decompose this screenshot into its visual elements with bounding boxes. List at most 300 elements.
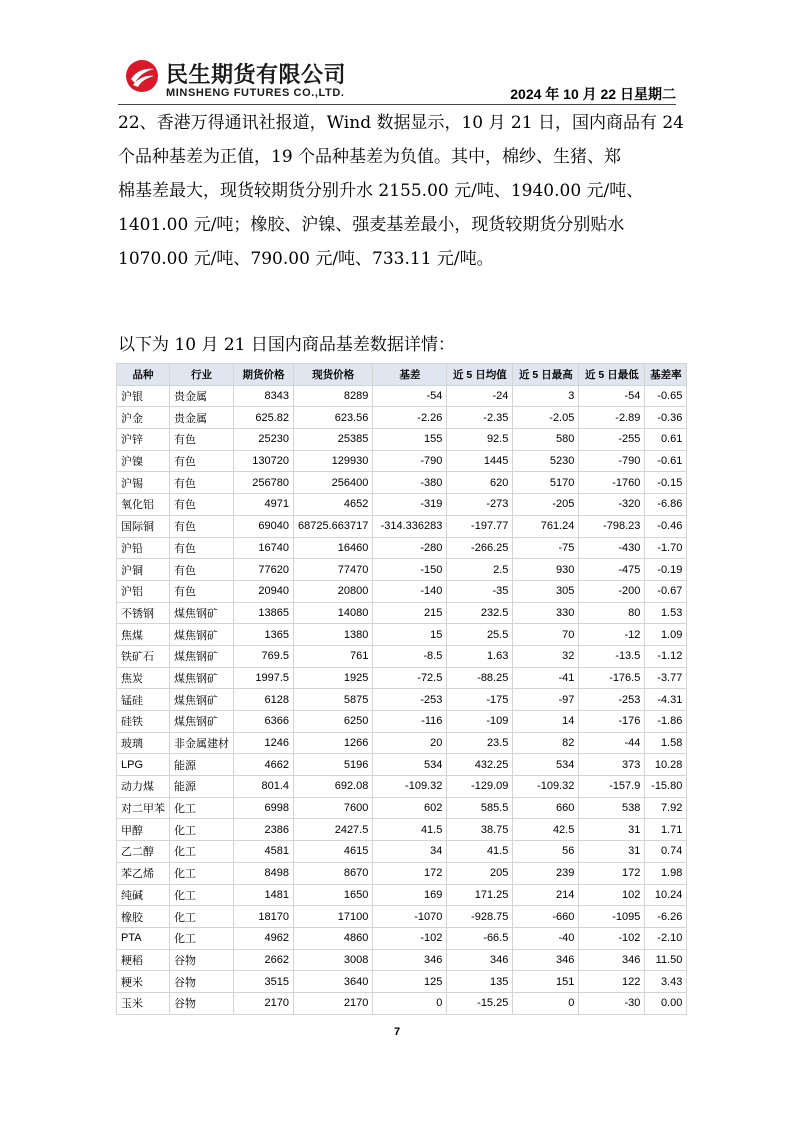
commodity-cell: LPG xyxy=(117,754,170,776)
table-row xyxy=(117,537,687,559)
value-cell: -102 xyxy=(579,927,645,949)
industry-cell: 煤焦钢矿 xyxy=(170,711,234,733)
value-cell: -6.26 xyxy=(645,906,687,928)
industry-cell: 煤焦钢矿 xyxy=(170,602,234,624)
value-cell: -88.25 xyxy=(447,667,513,689)
industry-cell: 有色 xyxy=(170,515,234,537)
table-row xyxy=(117,472,687,494)
commodity-cell: 锰硅 xyxy=(117,689,170,711)
value-cell: 1.09 xyxy=(645,624,687,646)
value-cell: 125 xyxy=(373,971,447,993)
commodity-cell: 玻璃 xyxy=(117,732,170,754)
industry-cell: 化工 xyxy=(170,797,234,819)
commodity-cell: 沪镍 xyxy=(117,450,170,472)
value-cell: 602 xyxy=(373,797,447,819)
commodity-cell: 铁矿石 xyxy=(117,645,170,667)
commodity-cell: 对二甲苯 xyxy=(117,797,170,819)
value-cell: 0.61 xyxy=(645,429,687,451)
commodity-cell: 沪金 xyxy=(117,407,170,429)
industry-cell: 能源 xyxy=(170,776,234,798)
table-row xyxy=(117,992,687,1014)
commodity-cell: 沪银 xyxy=(117,385,170,407)
value-cell: -109.32 xyxy=(373,776,447,798)
value-cell: -54 xyxy=(373,385,447,407)
value-cell: -790 xyxy=(373,450,447,472)
value-cell: -790 xyxy=(579,450,645,472)
value-cell: 620 xyxy=(447,472,513,494)
column-header: 近 5 日最低 xyxy=(579,364,645,386)
value-cell: 5230 xyxy=(513,450,579,472)
value-cell: -0.19 xyxy=(645,559,687,581)
commodity-cell: 沪锌 xyxy=(117,429,170,451)
value-cell: -102 xyxy=(373,927,447,949)
value-cell: -72.5 xyxy=(373,667,447,689)
value-cell: 4581 xyxy=(234,841,294,863)
paragraph-line: 1070.00 元/吨、790.00 元/吨、733.11 元/吨。 xyxy=(118,249,494,269)
table-intro: 以下为 10 月 21 日国内商品基差数据详情： xyxy=(118,335,455,355)
value-cell: 580 xyxy=(513,429,579,451)
value-cell: -40 xyxy=(513,927,579,949)
value-cell: 56 xyxy=(513,841,579,863)
industry-cell: 贵金属 xyxy=(170,407,234,429)
industry-cell: 谷物 xyxy=(170,992,234,1014)
industry-cell: 有色 xyxy=(170,537,234,559)
value-cell: -2.10 xyxy=(645,927,687,949)
value-cell: 172 xyxy=(579,862,645,884)
industry-cell: 煤焦钢矿 xyxy=(170,624,234,646)
value-cell: -0.15 xyxy=(645,472,687,494)
value-cell: 534 xyxy=(373,754,447,776)
value-cell: 2386 xyxy=(234,819,294,841)
value-cell: -475 xyxy=(579,559,645,581)
value-cell: 534 xyxy=(513,754,579,776)
value-cell: 1246 xyxy=(234,732,294,754)
value-cell: -200 xyxy=(579,580,645,602)
value-cell: 13865 xyxy=(234,602,294,624)
commodity-cell: 沪铜 xyxy=(117,559,170,581)
industry-cell: 有色 xyxy=(170,559,234,581)
value-cell: -314.336283 xyxy=(373,515,447,537)
value-cell: 0.00 xyxy=(645,992,687,1014)
basis-data-table xyxy=(116,363,687,1015)
commodity-cell: 氧化铝 xyxy=(117,494,170,516)
commodity-cell: 焦煤 xyxy=(117,624,170,646)
value-cell: 625.82 xyxy=(234,407,294,429)
commodity-cell: 粳米 xyxy=(117,971,170,993)
value-cell: -24 xyxy=(447,385,513,407)
value-cell: 130720 xyxy=(234,450,294,472)
company-name-cn: 民生期货有限公司 xyxy=(166,63,347,88)
value-cell: -2.89 xyxy=(579,407,645,429)
table-row xyxy=(117,580,687,602)
table-row xyxy=(117,927,687,949)
value-cell: 20940 xyxy=(234,580,294,602)
value-cell: -205 xyxy=(513,494,579,516)
industry-cell: 有色 xyxy=(170,450,234,472)
value-cell: -109 xyxy=(447,711,513,733)
value-cell: 214 xyxy=(513,884,579,906)
commodity-cell: 粳稻 xyxy=(117,949,170,971)
value-cell: 346 xyxy=(513,949,579,971)
value-cell: 1650 xyxy=(294,884,373,906)
value-cell: 7600 xyxy=(294,797,373,819)
column-header: 近 5 日最高 xyxy=(513,364,579,386)
value-cell: 623.56 xyxy=(294,407,373,429)
table-row xyxy=(117,407,687,429)
header-divider xyxy=(118,104,676,105)
value-cell: 38.75 xyxy=(447,819,513,841)
value-cell: 256400 xyxy=(294,472,373,494)
value-cell: 346 xyxy=(447,949,513,971)
value-cell: 3640 xyxy=(294,971,373,993)
value-cell: -280 xyxy=(373,537,447,559)
commodity-cell: 苯乙烯 xyxy=(117,862,170,884)
paragraph-line: 棉基差最大，现货较期货分别升水 2155.00 元/吨、1940.00 元/吨、 xyxy=(118,181,644,201)
value-cell: -13.5 xyxy=(579,645,645,667)
table-header-row xyxy=(117,364,687,386)
value-cell: 205 xyxy=(447,862,513,884)
value-cell: 70 xyxy=(513,624,579,646)
value-cell: 77620 xyxy=(234,559,294,581)
table-row xyxy=(117,645,687,667)
value-cell: 4652 xyxy=(294,494,373,516)
value-cell: -1.70 xyxy=(645,537,687,559)
table-row xyxy=(117,906,687,928)
value-cell: 4860 xyxy=(294,927,373,949)
value-cell: -273 xyxy=(447,494,513,516)
value-cell: -15.25 xyxy=(447,992,513,1014)
value-cell: 172 xyxy=(373,862,447,884)
commodity-cell: 硅铁 xyxy=(117,711,170,733)
value-cell: -320 xyxy=(579,494,645,516)
value-cell: 5170 xyxy=(513,472,579,494)
table-row xyxy=(117,971,687,993)
value-cell: 232.5 xyxy=(447,602,513,624)
value-cell: 930 xyxy=(513,559,579,581)
value-cell: 17100 xyxy=(294,906,373,928)
value-cell: -1.12 xyxy=(645,645,687,667)
value-cell: 1445 xyxy=(447,450,513,472)
value-cell: 2427.5 xyxy=(294,819,373,841)
value-cell: 171.25 xyxy=(447,884,513,906)
value-cell: -2.26 xyxy=(373,407,447,429)
value-cell: 0 xyxy=(373,992,447,1014)
value-cell: 215 xyxy=(373,602,447,624)
value-cell: 2170 xyxy=(234,992,294,1014)
value-cell: 151 xyxy=(513,971,579,993)
value-cell: 34 xyxy=(373,841,447,863)
table-row xyxy=(117,515,687,537)
minsheng-logo-icon xyxy=(124,58,160,94)
table-row xyxy=(117,385,687,407)
table-row xyxy=(117,732,687,754)
value-cell: 538 xyxy=(579,797,645,819)
value-cell: 129930 xyxy=(294,450,373,472)
commodity-cell: 沪铅 xyxy=(117,537,170,559)
table-row xyxy=(117,559,687,581)
value-cell: 14080 xyxy=(294,602,373,624)
table-row xyxy=(117,429,687,451)
industry-cell: 化工 xyxy=(170,927,234,949)
value-cell: -176.5 xyxy=(579,667,645,689)
value-cell: 373 xyxy=(579,754,645,776)
value-cell: 0 xyxy=(513,992,579,1014)
industry-cell: 煤焦钢矿 xyxy=(170,689,234,711)
value-cell: 330 xyxy=(513,602,579,624)
value-cell: 10.24 xyxy=(645,884,687,906)
value-cell: 23.5 xyxy=(447,732,513,754)
value-cell: -928.75 xyxy=(447,906,513,928)
column-header: 现货价格 xyxy=(294,364,373,386)
table-row xyxy=(117,862,687,884)
value-cell: -0.36 xyxy=(645,407,687,429)
value-cell: -430 xyxy=(579,537,645,559)
value-cell: 11.50 xyxy=(645,949,687,971)
industry-cell: 化工 xyxy=(170,862,234,884)
value-cell: 801.4 xyxy=(234,776,294,798)
value-cell: 3.43 xyxy=(645,971,687,993)
value-cell: -176 xyxy=(579,711,645,733)
value-cell: 1.58 xyxy=(645,732,687,754)
value-cell: -1760 xyxy=(579,472,645,494)
value-cell: -0.65 xyxy=(645,385,687,407)
value-cell: 4662 xyxy=(234,754,294,776)
value-cell: 20 xyxy=(373,732,447,754)
commodity-cell: 国际铜 xyxy=(117,515,170,537)
column-header: 品种 xyxy=(117,364,170,386)
value-cell: -0.46 xyxy=(645,515,687,537)
value-cell: 1.53 xyxy=(645,602,687,624)
value-cell: 41.5 xyxy=(447,841,513,863)
value-cell: -150 xyxy=(373,559,447,581)
commodity-cell: 沪锡 xyxy=(117,472,170,494)
value-cell: 8289 xyxy=(294,385,373,407)
column-header: 期货价格 xyxy=(234,364,294,386)
value-cell: 14 xyxy=(513,711,579,733)
value-cell: -1070 xyxy=(373,906,447,928)
value-cell: 8670 xyxy=(294,862,373,884)
value-cell: 2.5 xyxy=(447,559,513,581)
table-row xyxy=(117,841,687,863)
value-cell: 256780 xyxy=(234,472,294,494)
value-cell: 3008 xyxy=(294,949,373,971)
value-cell: -0.61 xyxy=(645,450,687,472)
value-cell: -3.77 xyxy=(645,667,687,689)
value-cell: 761 xyxy=(294,645,373,667)
value-cell: 10.28 xyxy=(645,754,687,776)
table-row xyxy=(117,884,687,906)
value-cell: 16460 xyxy=(294,537,373,559)
value-cell: 585.5 xyxy=(447,797,513,819)
value-cell: 1380 xyxy=(294,624,373,646)
value-cell: -109.32 xyxy=(513,776,579,798)
table-row xyxy=(117,949,687,971)
commodity-cell: 甲醇 xyxy=(117,819,170,841)
value-cell: 1997.5 xyxy=(234,667,294,689)
value-cell: 660 xyxy=(513,797,579,819)
value-cell: 4615 xyxy=(294,841,373,863)
value-cell: -2.35 xyxy=(447,407,513,429)
value-cell: -129.09 xyxy=(447,776,513,798)
value-cell: -41 xyxy=(513,667,579,689)
value-cell: 5196 xyxy=(294,754,373,776)
commodity-cell: 不锈钢 xyxy=(117,602,170,624)
value-cell: -30 xyxy=(579,992,645,1014)
industry-cell: 贵金属 xyxy=(170,385,234,407)
value-cell: 692.08 xyxy=(294,776,373,798)
value-cell: -66.5 xyxy=(447,927,513,949)
value-cell: -175 xyxy=(447,689,513,711)
industry-cell: 有色 xyxy=(170,580,234,602)
table-row xyxy=(117,624,687,646)
column-header: 行业 xyxy=(170,364,234,386)
value-cell: 102 xyxy=(579,884,645,906)
value-cell: 155 xyxy=(373,429,447,451)
value-cell: 32 xyxy=(513,645,579,667)
column-header: 基差率 xyxy=(645,364,687,386)
value-cell: 31 xyxy=(579,819,645,841)
value-cell: -75 xyxy=(513,537,579,559)
value-cell: 82 xyxy=(513,732,579,754)
value-cell: 6366 xyxy=(234,711,294,733)
value-cell: 18170 xyxy=(234,906,294,928)
industry-cell: 谷物 xyxy=(170,971,234,993)
value-cell: 69040 xyxy=(234,515,294,537)
table-row xyxy=(117,819,687,841)
company-name-en: MINSHENG FUTURES CO.,LTD. xyxy=(166,87,345,99)
industry-cell: 化工 xyxy=(170,819,234,841)
page-number: 7 xyxy=(393,1026,401,1038)
value-cell: -116 xyxy=(373,711,447,733)
table-row xyxy=(117,754,687,776)
column-header: 基差 xyxy=(373,364,447,386)
value-cell: 41.5 xyxy=(373,819,447,841)
value-cell: -15.80 xyxy=(645,776,687,798)
value-cell: -157.9 xyxy=(579,776,645,798)
commodity-cell: PTA xyxy=(117,927,170,949)
value-cell: 25385 xyxy=(294,429,373,451)
value-cell: -140 xyxy=(373,580,447,602)
value-cell: 20800 xyxy=(294,580,373,602)
value-cell: -2.05 xyxy=(513,407,579,429)
value-cell: -6.86 xyxy=(645,494,687,516)
value-cell: 6250 xyxy=(294,711,373,733)
value-cell: 3515 xyxy=(234,971,294,993)
value-cell: -12 xyxy=(579,624,645,646)
value-cell: 3 xyxy=(513,385,579,407)
value-cell: -319 xyxy=(373,494,447,516)
value-cell: -197.77 xyxy=(447,515,513,537)
industry-cell: 化工 xyxy=(170,841,234,863)
value-cell: 769.5 xyxy=(234,645,294,667)
value-cell: 68725.663717 xyxy=(294,515,373,537)
value-cell: 346 xyxy=(579,949,645,971)
value-cell: -54 xyxy=(579,385,645,407)
value-cell: 7.92 xyxy=(645,797,687,819)
commodity-cell: 橡胶 xyxy=(117,906,170,928)
value-cell: 16740 xyxy=(234,537,294,559)
value-cell: -798.23 xyxy=(579,515,645,537)
table-row xyxy=(117,776,687,798)
industry-cell: 有色 xyxy=(170,472,234,494)
value-cell: 4971 xyxy=(234,494,294,516)
value-cell: 25.5 xyxy=(447,624,513,646)
value-cell: -35 xyxy=(447,580,513,602)
value-cell: 0.74 xyxy=(645,841,687,863)
value-cell: 761.24 xyxy=(513,515,579,537)
value-cell: -44 xyxy=(579,732,645,754)
value-cell: 4962 xyxy=(234,927,294,949)
value-cell: -266.25 xyxy=(447,537,513,559)
table-row xyxy=(117,602,687,624)
value-cell: 1365 xyxy=(234,624,294,646)
industry-cell: 煤焦钢矿 xyxy=(170,645,234,667)
value-cell: 31 xyxy=(579,841,645,863)
value-cell: 122 xyxy=(579,971,645,993)
commodity-cell: 玉米 xyxy=(117,992,170,1014)
column-header: 近 5 日均值 xyxy=(447,364,513,386)
value-cell: -0.67 xyxy=(645,580,687,602)
value-cell: -1095 xyxy=(579,906,645,928)
value-cell: 239 xyxy=(513,862,579,884)
value-cell: 346 xyxy=(373,949,447,971)
paragraph-line: 个品种基差为正值，19 个品种基差为负值。其中，棉纱、生猪、郑 xyxy=(118,147,622,167)
value-cell: 25230 xyxy=(234,429,294,451)
value-cell: -97 xyxy=(513,689,579,711)
value-cell: 42.5 xyxy=(513,819,579,841)
value-cell: 1266 xyxy=(294,732,373,754)
value-cell: 1.63 xyxy=(447,645,513,667)
industry-cell: 能源 xyxy=(170,754,234,776)
value-cell: -255 xyxy=(579,429,645,451)
value-cell: -660 xyxy=(513,906,579,928)
value-cell: 8498 xyxy=(234,862,294,884)
commodity-cell: 纯碱 xyxy=(117,884,170,906)
value-cell: 169 xyxy=(373,884,447,906)
value-cell: 432.25 xyxy=(447,754,513,776)
table-row xyxy=(117,797,687,819)
commodity-cell: 焦炭 xyxy=(117,667,170,689)
value-cell: 1.71 xyxy=(645,819,687,841)
value-cell: 6998 xyxy=(234,797,294,819)
page-header xyxy=(118,54,676,104)
industry-cell: 化工 xyxy=(170,884,234,906)
value-cell: -253 xyxy=(579,689,645,711)
value-cell: 8343 xyxy=(234,385,294,407)
news-paragraph xyxy=(118,106,684,276)
industry-cell: 有色 xyxy=(170,429,234,451)
commodity-cell: 动力煤 xyxy=(117,776,170,798)
industry-cell: 煤焦钢矿 xyxy=(170,667,234,689)
value-cell: 2662 xyxy=(234,949,294,971)
table-row xyxy=(117,667,687,689)
industry-cell: 有色 xyxy=(170,494,234,516)
paragraph-line: 22、香港万得通讯社报道，Wind 数据显示，10 月 21 日，国内商品有 24 xyxy=(118,113,684,133)
value-cell: -380 xyxy=(373,472,447,494)
value-cell: 2170 xyxy=(294,992,373,1014)
value-cell: 1481 xyxy=(234,884,294,906)
industry-cell: 化工 xyxy=(170,906,234,928)
value-cell: 135 xyxy=(447,971,513,993)
table-row xyxy=(117,494,687,516)
commodity-cell: 沪铝 xyxy=(117,580,170,602)
value-cell: 5875 xyxy=(294,689,373,711)
value-cell: -1.86 xyxy=(645,711,687,733)
table-row xyxy=(117,689,687,711)
table-row xyxy=(117,711,687,733)
value-cell: 15 xyxy=(373,624,447,646)
value-cell: 6128 xyxy=(234,689,294,711)
